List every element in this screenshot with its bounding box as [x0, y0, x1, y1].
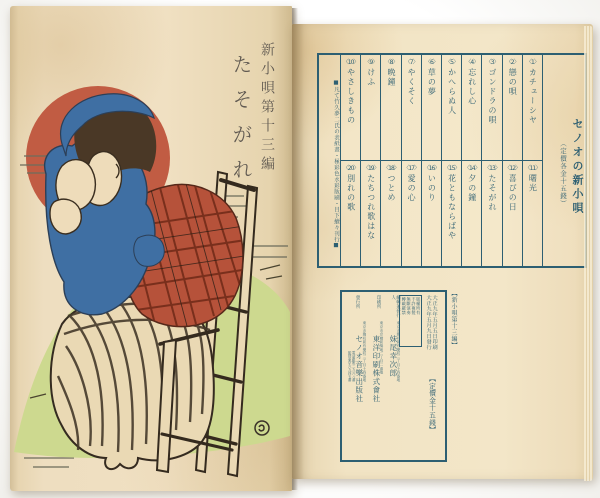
cover-page: [10, 6, 292, 491]
rights-line: 轉載嚴禁: [401, 297, 407, 315]
toc-song-column: [503, 55, 523, 266]
toc-song-column: [462, 55, 482, 266]
toc-song-cell: [341, 161, 360, 266]
printer-name: 東洋印刷株式會社: [371, 335, 381, 403]
toc-song-column: [361, 55, 381, 266]
song-number: 〈15〉: [443, 165, 460, 172]
colophon-publisher: [344, 295, 369, 457]
publish-date: 大正九年五月九日發行: [425, 295, 432, 350]
toc-header: [543, 55, 585, 266]
colophon: [344, 290, 456, 462]
toc-song-cell: [402, 161, 421, 266]
colophon-price: 【定價金十五錢】: [427, 375, 436, 434]
toc-series-title: セノオの新小唄: [571, 117, 584, 216]
song-number: 〈20〉: [342, 165, 359, 172]
publisher-transfer: 振替東京六九四五番: [347, 351, 352, 382]
song-title: 愛の心: [407, 174, 417, 203]
song-title: カチューシヤ: [528, 68, 538, 125]
cover-series-title: 新小唄第十三編: [259, 42, 275, 175]
song-title: 花ともならばや: [447, 174, 457, 241]
toc-song-column: [442, 55, 462, 266]
song-title: つとめ: [386, 174, 396, 203]
toc-song-cell: [462, 161, 481, 266]
song-number: 〈19〉: [362, 165, 379, 172]
song-title: 忘れし心: [467, 68, 477, 106]
publisher-role: 發行所: [355, 295, 361, 309]
toc-song-cell: [503, 55, 522, 161]
toc-song-cell: [462, 55, 481, 161]
song-number: 〈5〉: [445, 59, 458, 66]
cuff: [134, 235, 165, 266]
song-number: 〈17〉: [403, 165, 419, 172]
song-title: 夕の鐘: [467, 174, 477, 203]
song-title: 別れの歌: [346, 174, 356, 212]
song-title: かへらぬ人: [447, 68, 457, 116]
song-number: 〈10〉: [342, 59, 359, 66]
toc-song-cell: [482, 161, 501, 266]
colophon-dates-price: [418, 295, 443, 457]
publisher-phone: 電話銀座二九六八番: [351, 351, 356, 382]
publisher-contact: [346, 351, 354, 457]
toc-price: （定價各金十五錢）: [559, 139, 567, 208]
song-title: たちつれ歌はな: [366, 174, 376, 241]
printer-address: 東京市京橋區築地二丁目二番地: [379, 321, 384, 375]
song-title: やさしきもの: [346, 68, 356, 125]
toc-song-column: [482, 55, 502, 266]
colophon-series-label: 【新小唄第十三編】: [450, 290, 457, 349]
toc-song-column: [402, 55, 422, 266]
print-date: 大正九年五月五日印刷: [431, 295, 438, 350]
toc-song-cell: [442, 55, 461, 161]
printer-role: 印刷所: [376, 295, 382, 309]
song-number: 〈1〉: [525, 59, 539, 66]
toc-song-cell: [503, 161, 522, 266]
toc-song-cell: [422, 161, 441, 266]
editor-name: 妹尾幸次郎: [388, 335, 398, 378]
rights-line: 無斷演奏: [406, 297, 412, 315]
rights-line: 不許複製: [411, 297, 417, 315]
song-number: 〈4〉: [465, 59, 479, 66]
song-title: 曙光: [528, 174, 538, 193]
toc-song-cell: [523, 161, 542, 266]
toc-song-column: [523, 55, 542, 266]
song-title: やくそく: [407, 68, 417, 106]
toc-songs-grid: [340, 55, 543, 266]
toc-song-column: [422, 55, 442, 266]
song-number: 〈8〉: [384, 59, 398, 66]
song-title: いのり: [427, 174, 437, 203]
song-title: たそがれ: [487, 174, 497, 212]
toc-song-cell: [422, 55, 441, 161]
song-number: 〈7〉: [404, 59, 418, 66]
rights-line: 版權所有: [416, 297, 422, 315]
song-title: 喜びの日: [508, 174, 518, 212]
song-number: 〈16〉: [423, 165, 440, 172]
toc-song-cell: [381, 55, 400, 161]
song-number: 〈11〉: [524, 165, 541, 172]
colophon-rights: [401, 295, 422, 457]
toc-song-cell: [402, 55, 421, 161]
toc-song-cell: [523, 55, 542, 161]
song-number: 〈9〉: [364, 59, 378, 66]
song-number: 〈12〉: [504, 165, 521, 172]
song-number: 〈2〉: [505, 59, 519, 66]
colophon-box: [340, 290, 447, 462]
colophon-printer: [369, 295, 386, 457]
editor-role: 編輯兼發行人: [390, 295, 401, 318]
song-number: 〈14〉: [463, 165, 480, 172]
song-number: 〈13〉: [484, 165, 500, 172]
song-title: 戀の唄: [508, 68, 518, 97]
toc-table: [317, 53, 587, 268]
toc-song-column: [381, 55, 401, 266]
toc-song-cell: [482, 55, 501, 161]
toc-song-column: [341, 55, 361, 266]
toc-song-cell: [381, 161, 400, 266]
song-title: ゴンドラの唄: [487, 68, 497, 125]
song-number: 〈6〉: [424, 59, 438, 66]
toc-song-cell: [341, 55, 360, 161]
song-number: 〈3〉: [485, 59, 499, 66]
publisher-address: 東京市麹町區有樂町三丁目十四番地: [362, 321, 367, 382]
song-title: けふ: [366, 68, 376, 87]
contents-page: [292, 24, 593, 479]
song-title: 草の夢: [427, 68, 437, 97]
editor-address: 東京市麹町區有樂町三丁目十四番地: [396, 321, 401, 382]
cover-title: たそがれ: [229, 54, 253, 194]
toc-note: ■凡て竹久夢二氏の表紙畫・極彩色水彩版刷・目下續々刊行■: [333, 80, 339, 249]
toc-song-cell: [361, 55, 380, 161]
toc-song-cell: [361, 161, 380, 266]
song-title: 晩鐘: [386, 68, 396, 87]
toc-song-cell: [442, 161, 461, 266]
publisher-name: セノオ音樂出版社: [354, 335, 364, 403]
song-number: 〈18〉: [383, 165, 399, 172]
